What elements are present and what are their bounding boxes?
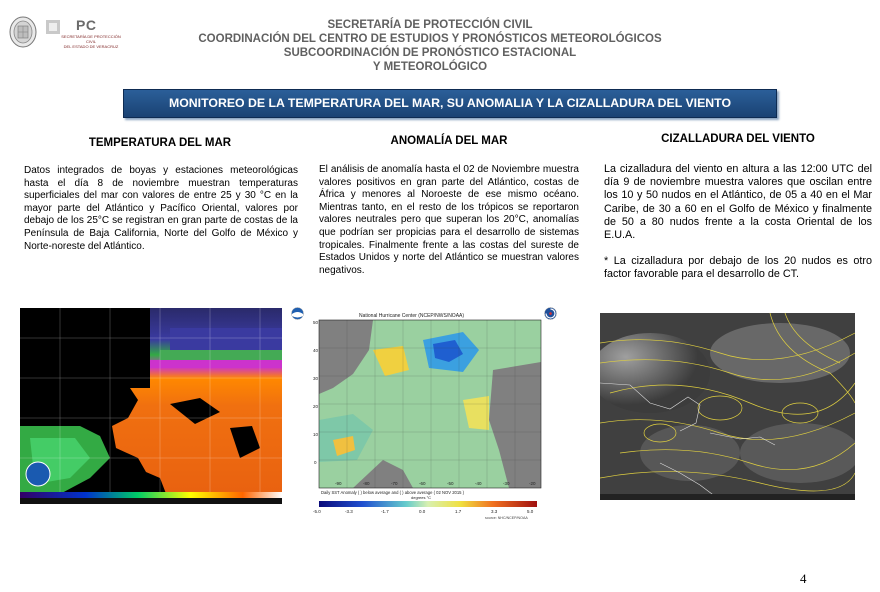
lat-tick: 50 (313, 320, 319, 325)
anomaly-map-image (313, 310, 549, 520)
wind-shear-map-image (600, 313, 855, 500)
sst-text: Datos integrados de boyas y estaciones meteorológicas hasta el día 8 de noviembre muestran temperaturas superficiales del mar con valores de entre 25 y 30 °C en la mayor parte del Atlántico y Pacífico Oriental, valores por debajo de los 25°C se registran en gran parte de costas de la Península de Baja California, Norte del Golfo de México y Norte-noreste del Atlántico. (24, 165, 298, 252)
colorbar-tick: -3.3 (345, 509, 353, 514)
anomaly-map-title: National Hurricane Center (NCEP/NWS/NOAA) (359, 313, 465, 319)
header-line-2: COORDINACIÓN DEL CENTRO DE ESTUDIOS Y PRONÓSTICOS METEOROLÓGICOS (198, 33, 662, 45)
lon-tick: -20 (529, 481, 536, 486)
lon-tick: -70 (391, 481, 398, 486)
lat-tick: 30 (313, 376, 319, 381)
logo-letters: PC (76, 17, 97, 33)
sst-map-image (20, 308, 282, 504)
anomaly-title: ANOMALÍA DEL MAR (390, 135, 508, 147)
colorbar-tick: -5.0 (313, 509, 321, 514)
colorbar-tick: 3.3 (491, 509, 498, 514)
colorbar-tick: 1.7 (455, 509, 462, 514)
lat-tick: 10 (313, 432, 319, 437)
anomaly-map-units: degrees °C (411, 495, 432, 500)
header-line-1: SECRETARÍA DE PROTECCIÓN CIVIL (327, 19, 533, 31)
logo-subtitle: SECRETARÍA DE PROTECCIÓN CIVIL DEL ESTADO DE VERACRUZ (61, 34, 121, 49)
colorbar-tick: -1.7 (381, 509, 389, 514)
lon-tick: -40 (475, 481, 482, 486)
lon-tick: -50 (447, 481, 454, 486)
header-line-3: SUBCOORDINACIÓN DE PRONÓSTICO ESTACIONAL (283, 47, 577, 59)
anomaly-text: El análisis de anomalía hasta el 02 de Noviembre muestra valores positivos en gran parte del Atlántico, costas de África y menores al Noroeste de ese mismo océano. Mientras tanto, en el resto de los trópicos se reportaron valores neutrales pero que superan los 20°C, anomalías que podrían ser propicias para el desarrollo de sistemas tropicales. Finalmente frente a las costas del sureste de Estados Unidos y norte del Atlántico se muestran valores negativos. (319, 164, 579, 276)
shear-text-1: La cizalladura del viento en altura a las 12:00 UTC del día 9 de noviembre muestra valores que oscilan entre los 10 y 50 nudos en el Atlántico, de 05 a 40 en el Mar Caribe, de 30 a 60 en el Golfo de México y finalmente de 50 a 80 nudos frente a la costa Oriental de los E.U.A. (604, 163, 872, 242)
shear-text (604, 163, 872, 282)
shear-title: CIZALLADURA DEL VIENTO (661, 133, 815, 145)
header-line-4: Y METEOROLÓGICO (372, 61, 488, 73)
shear-text-2: * La cizalladura por debajo de los 20 nudos es otro factor favorable para el desarrollo de CT. (604, 255, 872, 281)
lon-tick: -30 (503, 481, 510, 486)
lon-tick: -60 (419, 481, 426, 486)
anomaly-map-source: source: NHC/NCEP/NOAA (485, 516, 528, 520)
anomaly-map-caption: Daily SST Anomaly ( ) below average and ( ) above average ( 02 NOV 2015 ) (321, 490, 465, 495)
anomaly-colorbar (319, 501, 537, 507)
lon-tick: -90 (335, 481, 342, 486)
colorbar-tick: 5.0 (527, 509, 534, 514)
page-number: 4 (800, 571, 807, 586)
noaa-logo-icon (291, 307, 304, 320)
lat-tick: 0 (314, 460, 317, 465)
sst-title: TEMPERATURA DEL MAR (88, 137, 232, 149)
nhc-logo-icon (544, 307, 557, 320)
lon-tick: -80 (363, 481, 370, 486)
lat-tick: 20 (313, 404, 319, 409)
state-seal-icon (8, 14, 38, 50)
section-banner: MONITOREO DE LA TEMPERATURA DEL MAR, SU ANOMALIA Y LA CIZALLADURA DEL VIENTO (123, 89, 777, 118)
lat-tick: 40 (313, 348, 319, 353)
colorbar-tick: 0.0 (419, 509, 426, 514)
